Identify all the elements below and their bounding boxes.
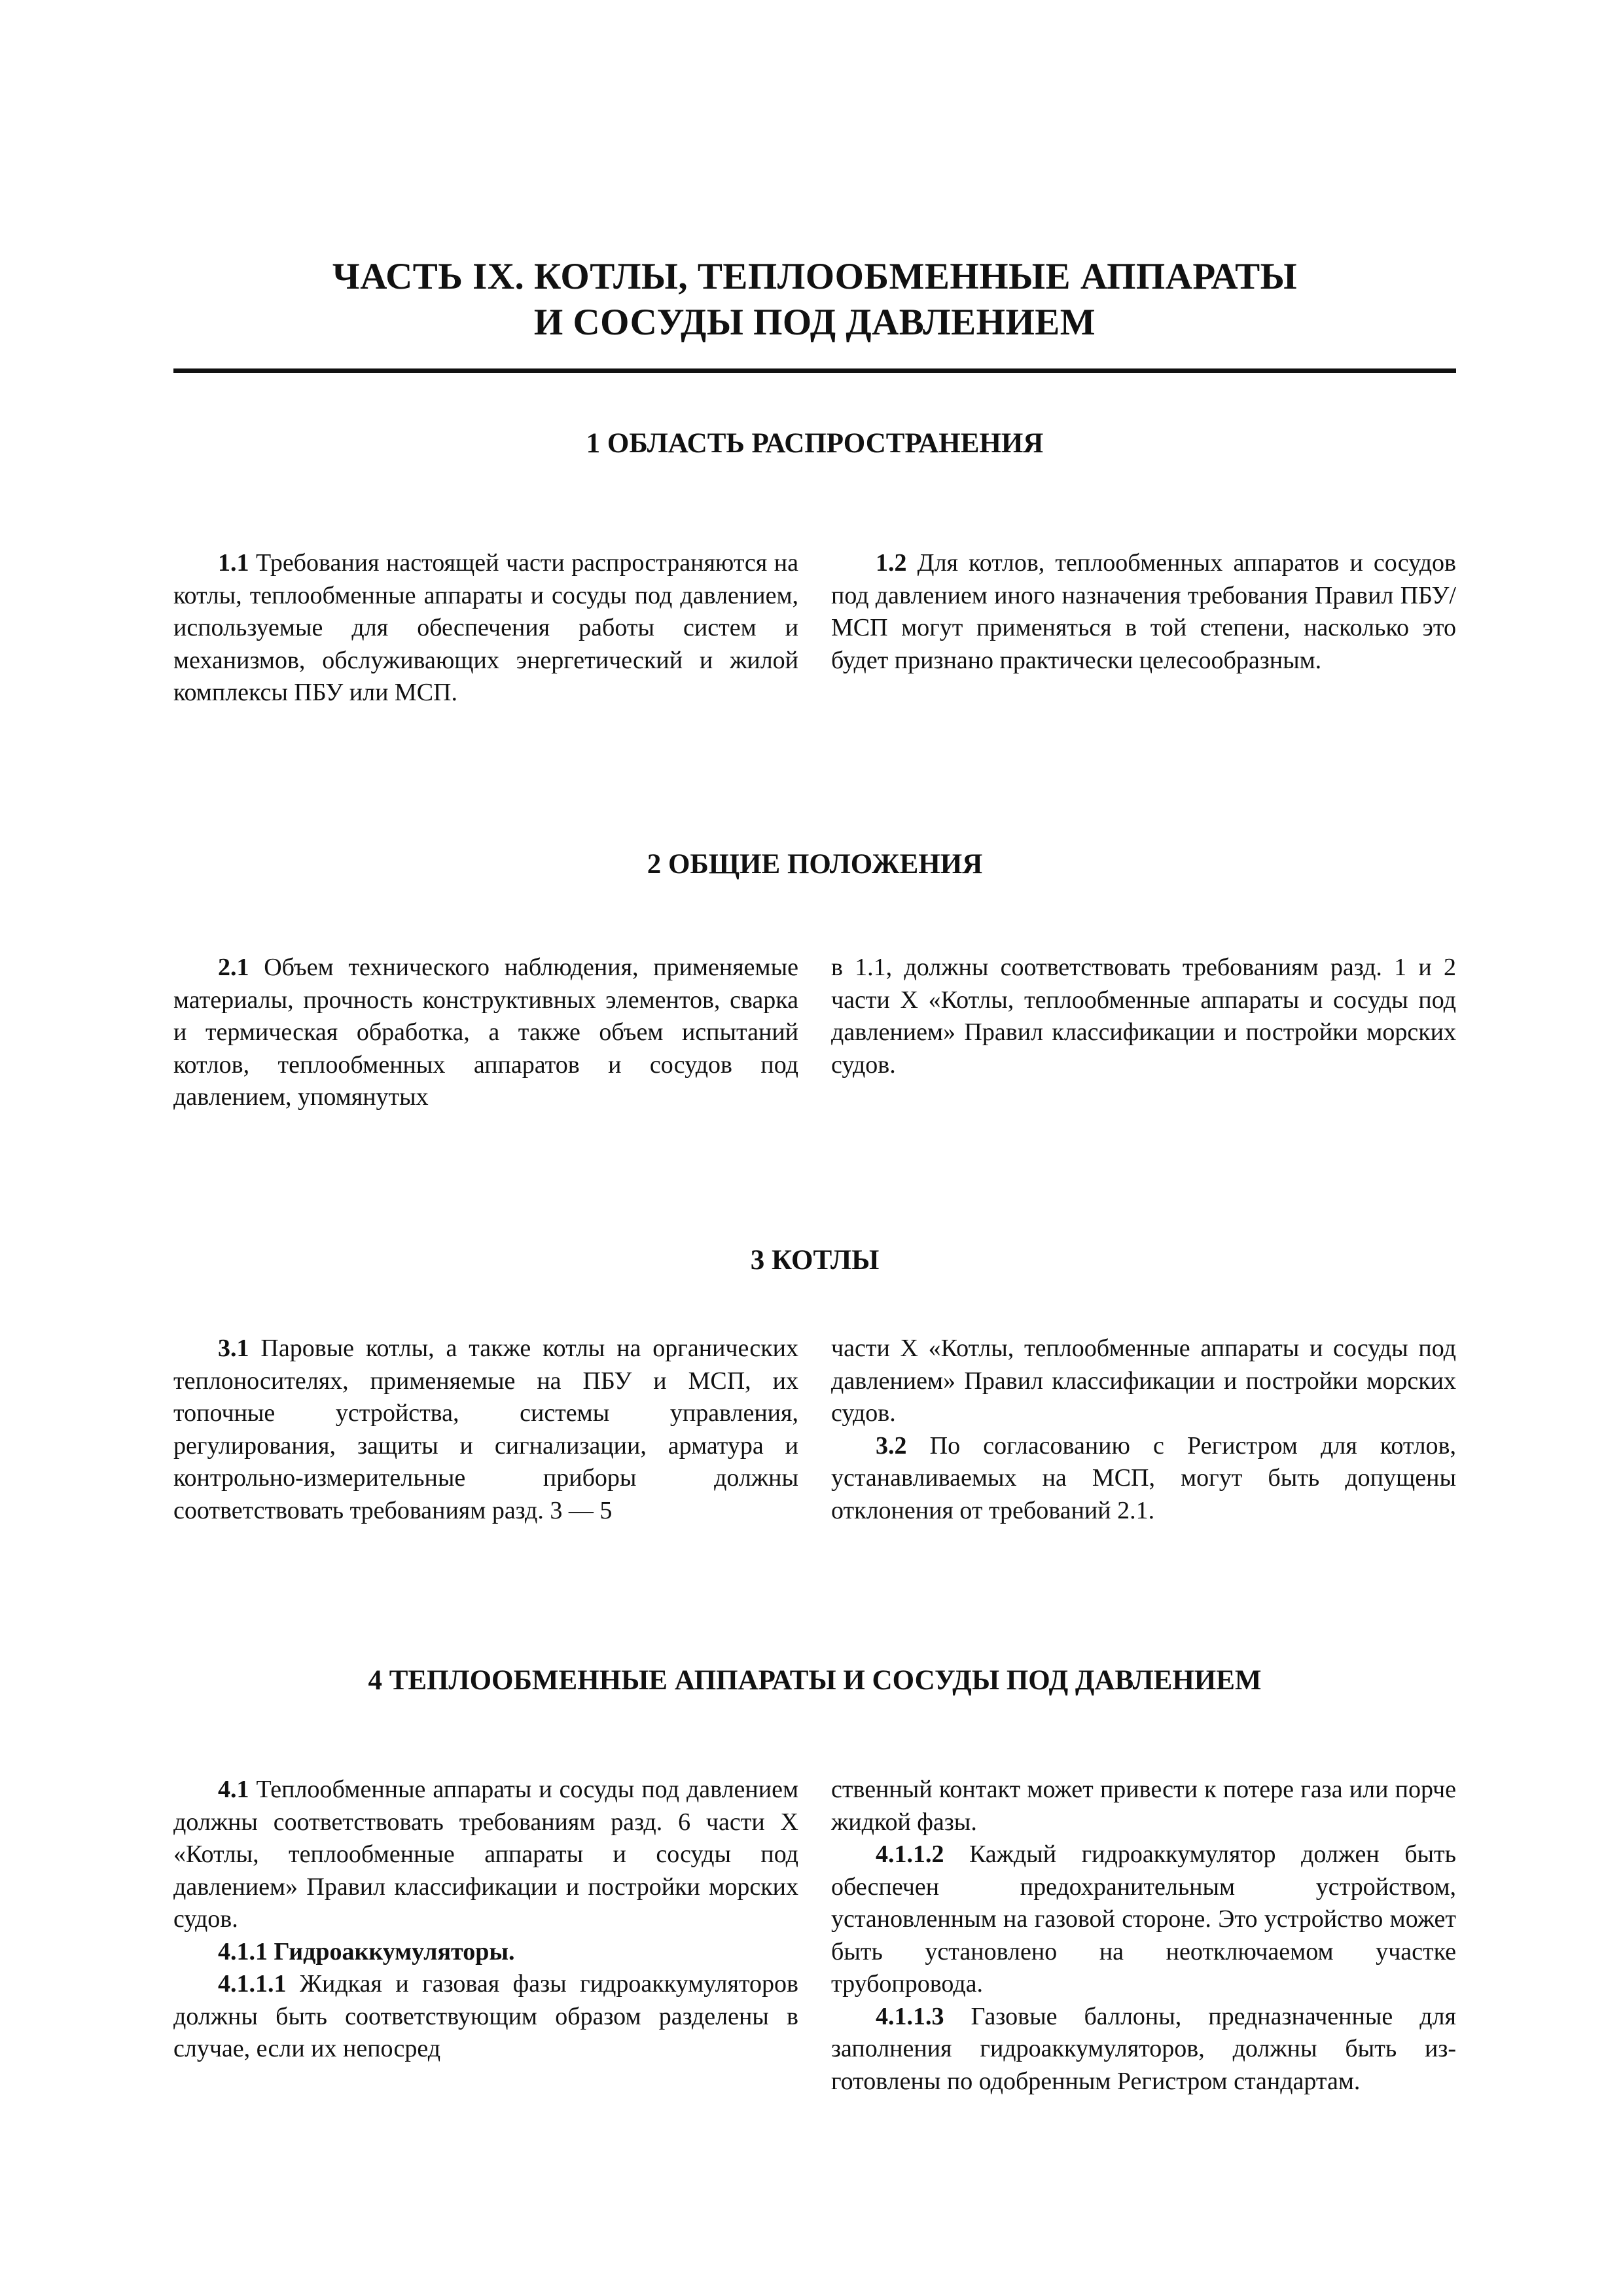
paragraph-text: По согласованию с Регистром для котлов, устанавливаемых на МСП, могут быть допущены отклонения от требований 2.1. — [831, 1431, 1456, 1524]
paragraph-3-1-continued — [831, 1333, 1456, 1430]
page-title-line-2: И СОСУДЫ ПОД ДАВЛЕНИЕМ — [533, 302, 1096, 343]
paragraph-4-1-1-1 — [173, 1968, 798, 2066]
section-heading-3: 3 КОТЛЫ — [750, 1245, 880, 1276]
paragraph-text: Требования настоящей части распространяются на котлы, теплообменные аппараты и сосуды под давлением, используемые для обеспечения работы систем и механизмов, обслуживающих энергетический и жилой комплексы ПБУ или МСП. — [173, 549, 798, 706]
section-4-left-column — [173, 1774, 798, 2066]
paragraph-number: 3.2 — [876, 1431, 907, 1460]
paragraph-2-1-continued — [831, 952, 1456, 1081]
section-2-right-column — [831, 952, 1456, 1081]
paragraph-4-1-1 — [173, 1936, 798, 1969]
paragraph-3-1 — [173, 1333, 798, 1527]
paragraph-2-1 — [173, 952, 798, 1114]
page-title-line-1: ЧАСТЬ IX. КОТЛЫ, ТЕПЛООБМЕННЫЕ АППАРАТЫ — [332, 256, 1298, 297]
section-3-right-column — [831, 1333, 1456, 1527]
title-divider — [173, 368, 1456, 373]
section-1-left-column — [173, 547, 798, 709]
paragraph-3-2 — [831, 1430, 1456, 1528]
paragraph-number: 4.1.1.3 — [876, 2002, 944, 2030]
page-title — [173, 254, 1456, 346]
section-heading-2: 2 ОБЩИЕ ПОЛОЖЕНИЯ — [647, 849, 983, 880]
paragraph-text: Жидкая и газовая фазы гидроаккумуляторов должны быть соответствующим образом разделены в случае, если их непосред — [173, 1970, 798, 2062]
paragraph-text: Паровые котлы, а также котлы на органических теплоносителях, применяемые на ПБУ и МСП, их топочные устройства, системы управления, регулирования, защиты и сигнализации, арматура и контрольно-измерительные приборы должны соответствовать требованиям разд. 3 — 5 — [173, 1335, 798, 1524]
section-1-right-column — [831, 547, 1456, 677]
paragraph-number: 4.1 — [218, 1776, 249, 1803]
paragraph-4-1 — [173, 1774, 798, 1936]
paragraph-number: 3.1 — [218, 1335, 249, 1362]
paragraph-4-1-1-3 — [831, 2001, 1456, 2098]
paragraph-text: Для котлов, теплообменных аппаратов и сосудов под давлением иного назначения требования Правил ПБУ/МСП могут применяться в той степени, насколько это будет признано практически целесообразным. — [831, 549, 1456, 674]
paragraph-number: 4.1.1.1 — [218, 1970, 287, 1998]
paragraph-4-1-1-2 — [831, 1839, 1456, 2001]
paragraph-text: Теплообменные аппараты и сосуды под давлением должны соответствовать требованиям разд. 6 части X «Котлы, теплообменные аппараты и сосуды под давлением» Правил классификации и постройки морских судов. — [173, 1776, 798, 1933]
section-4-right-column — [831, 1774, 1456, 2098]
subsection-heading: 4.1.1 Гидроаккумуляторы. — [218, 1937, 515, 1965]
paragraph-text: части X «Котлы, теплообменные аппараты и сосуды под давлением» Правил классификации и постройки морских судов. — [831, 1335, 1456, 1427]
paragraph-number: 1.1 — [218, 549, 249, 577]
paragraph-text: Объем технического наблюдения, применяемые материалы, прочность конструктивных элементов, сварка и термическая обработка, а также объем испытаний котлов, теплообменных аппаратов и сосудов под давлением, упомянутых — [173, 954, 798, 1111]
section-3-left-column — [173, 1333, 798, 1527]
section-2-left-column — [173, 952, 798, 1114]
paragraph-1-2 — [831, 547, 1456, 677]
paragraph-text: Газовые баллоны, предназначенные для заполнения гидроаккумуляторов, должны быть изготовлены по одобренным Регистром стандартам. — [831, 2002, 1456, 2095]
paragraph-number: 1.2 — [876, 549, 907, 577]
paragraph-4-1-1-1-continued — [831, 1774, 1456, 1839]
paragraph-text: Каждый гидроаккумулятор должен быть обеспечен предохранительным устройством, установленным на газовой стороне. Это устройство может быть установлено на неотключаемом участке трубопровода. — [831, 1840, 1456, 1998]
section-heading-1: 1 ОБЛАСТЬ РАСПРОСТРАНЕНИЯ — [586, 428, 1044, 459]
paragraph-text: в 1.1, должны соответствовать требованиям разд. 1 и 2 части X «Котлы, теплообменные аппараты и сосуды под давлением» Правил классификации и постройки морских судов. — [831, 954, 1456, 1079]
section-heading-4: 4 ТЕПЛООБМЕННЫЕ АППАРАТЫ И СОСУДЫ ПОД ДАВЛЕНИЕМ — [368, 1665, 1262, 1696]
paragraph-text: ственный контакт может привести к потере газа или порче жидкой фазы. — [831, 1776, 1456, 1836]
paragraph-number: 2.1 — [218, 954, 249, 981]
paragraph-1-1 — [173, 547, 798, 709]
paragraph-number: 4.1.1.2 — [876, 1840, 944, 1868]
